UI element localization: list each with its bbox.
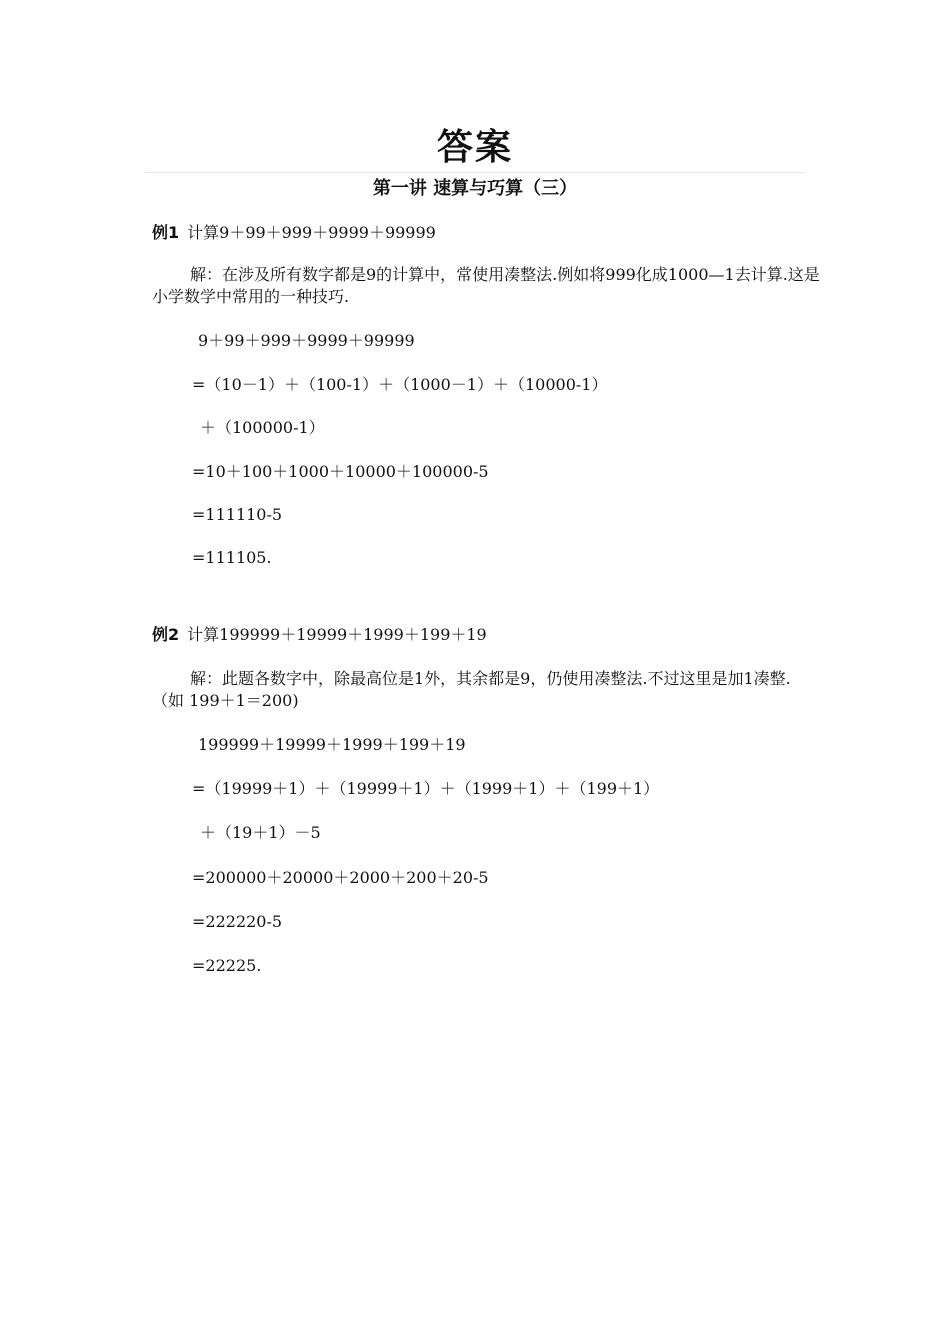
example-1-step: =10＋100＋1000＋10000＋100000-5 [192, 462, 489, 481]
example-1-label: 例1 [152, 223, 180, 242]
example-1-step: =（10－1）＋（100-1）＋（1000－1）＋（10000-1） [192, 375, 608, 394]
example-2-step: =222220-5 [192, 912, 283, 931]
example-1-step: =111105. [192, 548, 272, 567]
example-2-solution: 解：此题各数字中，除最高位是1外，其余都是9，仍使用凑整法.不过这里是加1凑整.（如 199＋1＝200) [152, 669, 791, 710]
example-1-step: 9＋99＋999＋9999＋99999 [198, 331, 415, 350]
title-divider [145, 172, 805, 173]
example-1-step: ＋（100000-1） [200, 418, 325, 437]
example-2-label: 例2 [152, 625, 180, 644]
example-2-step: 199999＋19999＋1999＋199＋19 [198, 735, 466, 754]
example-2-heading [152, 624, 487, 646]
example-1-solution: 解：在涉及所有数字都是9的计算中，常使用凑整法.例如将999化成1000—1去计算.这是小学数学中常用的一种技巧. [152, 265, 820, 306]
example-2-step: =200000＋20000＋2000＋200＋20-5 [192, 868, 489, 887]
example-2-step: ＋（19＋1）－5 [200, 823, 321, 842]
example-1-problem: 计算9＋99＋999＋9999＋99999 [187, 223, 436, 242]
example-1-heading [152, 222, 436, 244]
lecture-subtitle: 第一讲 速算与巧算（三） [372, 178, 578, 199]
example-2-step: =22225. [192, 956, 262, 975]
example-1-step: =111110-5 [192, 505, 283, 524]
example-2-problem: 计算199999＋19999＋1999＋199＋19 [187, 625, 487, 644]
example-2-step: =（19999＋1）＋（19999＋1）＋（1999＋1）＋（199＋1） [192, 779, 660, 798]
page-title: 答案 [436, 127, 513, 168]
